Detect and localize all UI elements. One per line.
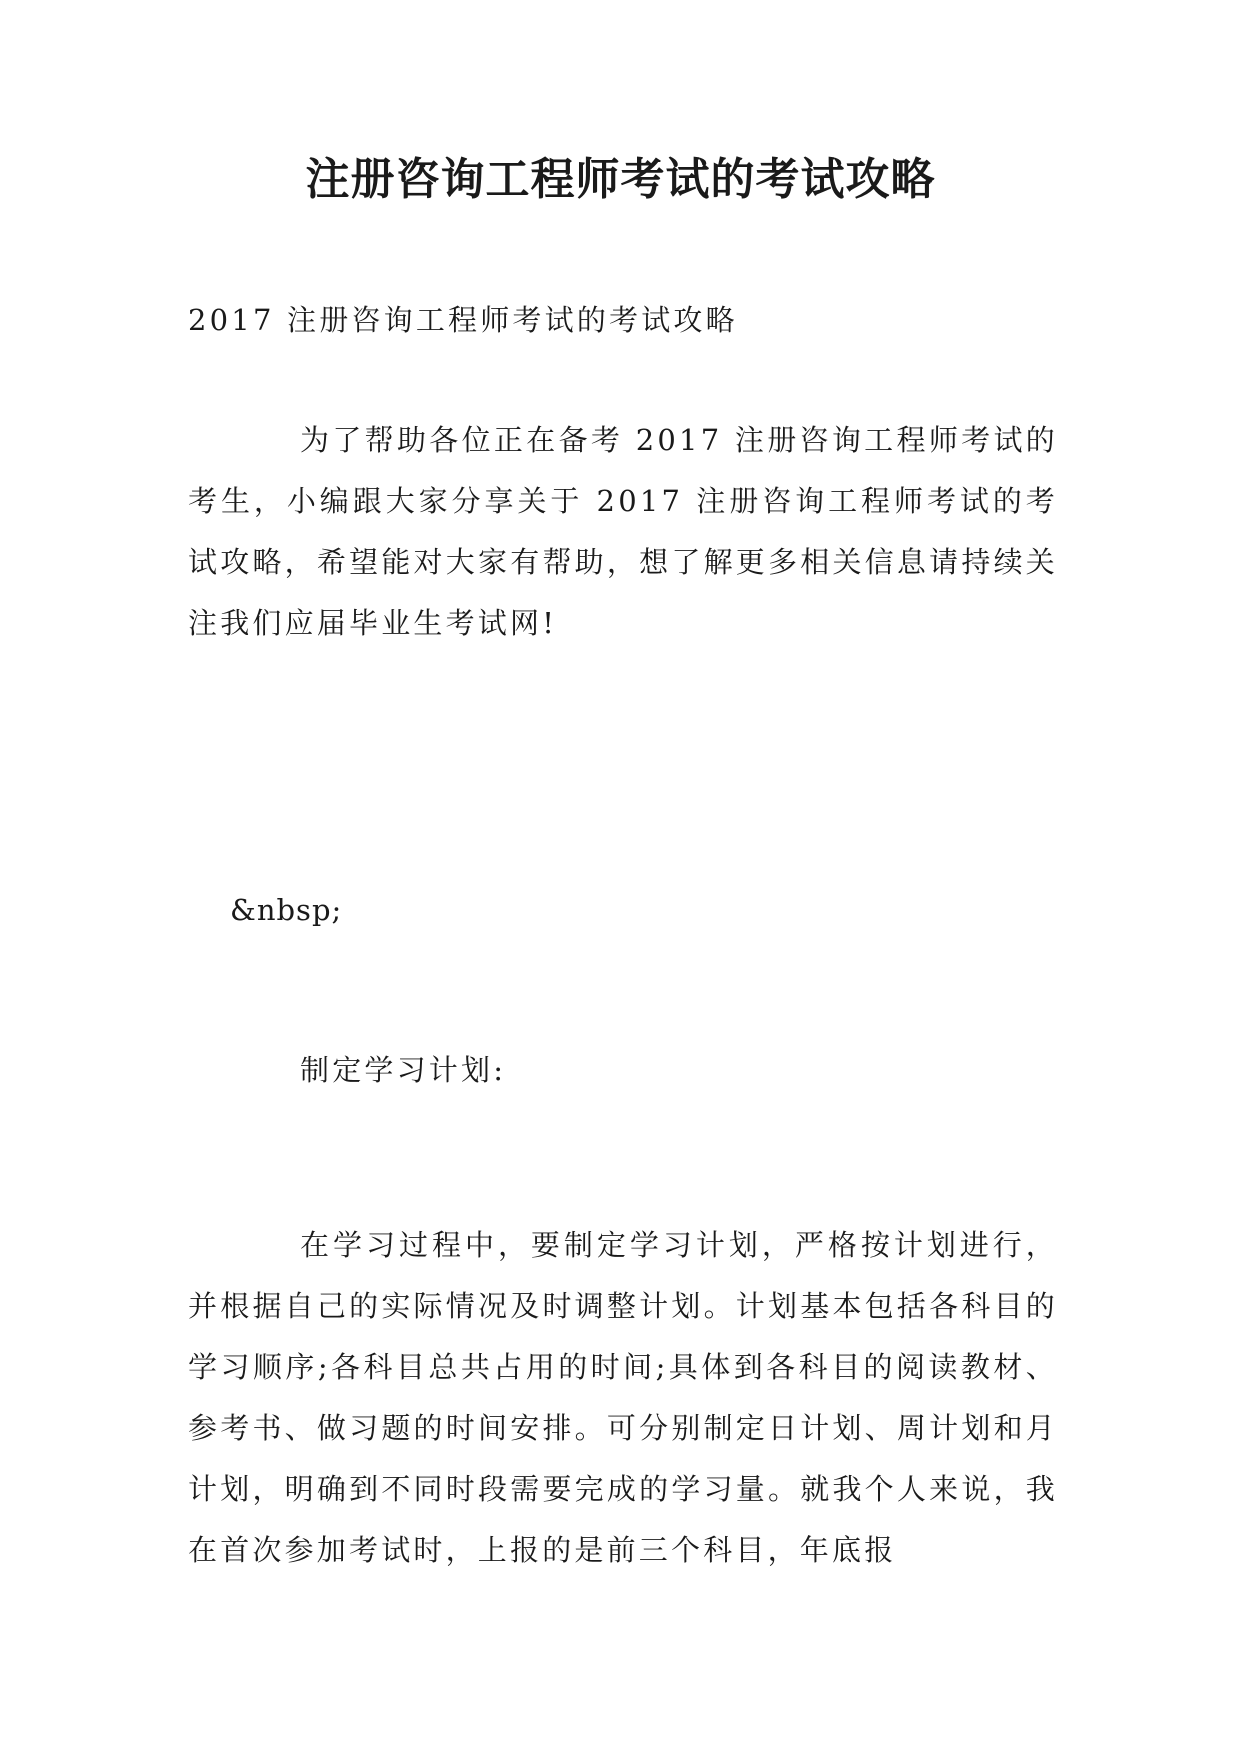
document-title: 注册咨询工程师考试的考试攻略: [305, 154, 936, 205]
document-subtitle: 2017 注册咨询工程师考试的考试攻略: [188, 303, 738, 337]
section-heading: 制定学习计划:: [300, 1053, 507, 1087]
intro-paragraph: 为了帮助各位正在备考 2017 注册咨询工程师考试的考生，小编跟大家分享关于 2017 注册咨询工程师考试的考试攻略，希望能对大家有帮助，想了解更多相关信息请持续关注我们应届毕业生考试网!: [188, 423, 1058, 640]
stray-nbsp-text: &nbsp;: [230, 893, 343, 927]
body-paragraph: 在学习过程中，要制定学习计划，严格按计划进行，并根据自己的实际情况及时调整计划。计划基本包括各科目的学习顺序;各科目总共占用的时间;具体到各科目的阅读教材、参考书、做习题的时间安排。可分别制定日计划、周计划和月计划，明确到不同时段需要完成的学习量。就我个人来说，我在首次参加考试时，上报的是前三个科目，年底报: [188, 1228, 1058, 1567]
